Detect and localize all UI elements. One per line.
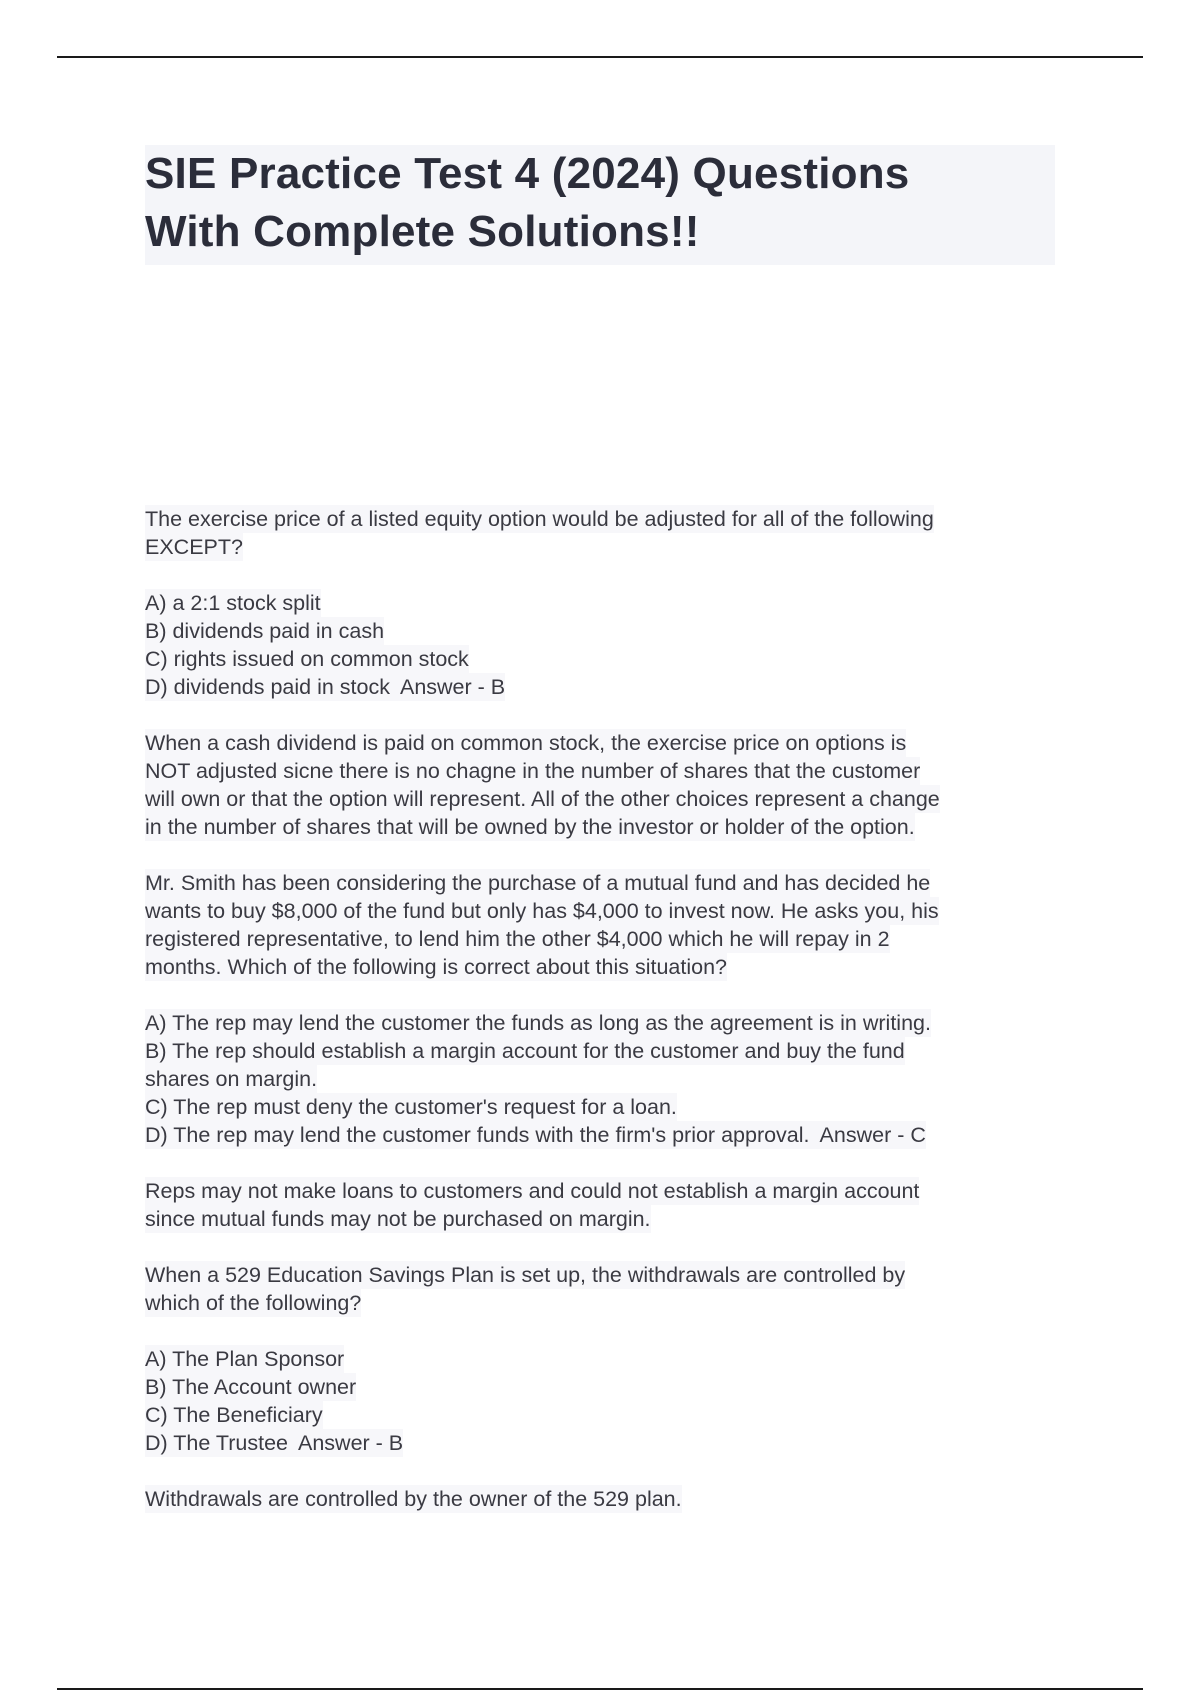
answer-label: Answer - B: [399, 675, 506, 699]
question-3-explanation: [145, 1485, 1055, 1513]
explanation-line: NOT adjusted sicne there is no chagne in the number of shares that the customer: [145, 759, 921, 783]
answer-label: Answer - B: [298, 1431, 404, 1455]
option-d: D) The Trustee: [145, 1431, 288, 1455]
document-body: [145, 505, 1055, 1541]
question-line: The exercise price of a listed equity option would be adjusted for all of the following: [145, 507, 934, 531]
explanation-line: will own or that the option will represent. All of the other choices represent a change: [145, 787, 940, 811]
explanation-line: Reps may not make loans to customers and could not establish a margin account: [145, 1179, 920, 1203]
option-d-with-answer: [145, 1429, 403, 1457]
document-title-block: [145, 145, 1055, 265]
option-c: C) The Beneficiary: [145, 1403, 323, 1427]
option-a: A) a 2:1 stock split: [145, 591, 321, 615]
question-3-text: [145, 1261, 1055, 1317]
option-b-continued: shares on margin.: [145, 1067, 318, 1091]
question-2-explanation: [145, 1177, 1055, 1233]
option-a: A) The rep may lend the customer the funds as long as the agreement is in writing.: [145, 1011, 931, 1035]
question-1-text: [145, 505, 1055, 561]
option-d: D) The rep may lend the customer funds with the firm's prior approval.: [145, 1123, 810, 1147]
question-line: When a 529 Education Savings Plan is set up, the withdrawals are controlled by: [145, 1263, 906, 1287]
document-title: [145, 145, 1055, 261]
option-c: C) The rep must deny the customer's request for a loan.: [145, 1095, 677, 1119]
question-3-options: [145, 1345, 1055, 1457]
question-2-text: [145, 869, 1055, 981]
option-a: A) The Plan Sponsor: [145, 1347, 345, 1371]
question-line: EXCEPT?: [145, 535, 243, 559]
option-b: B) dividends paid in cash: [145, 619, 385, 643]
option-b: B) The Account owner: [145, 1375, 357, 1399]
answer-label: Answer - C: [819, 1123, 926, 1147]
top-rule: [57, 56, 1143, 58]
option-b: B) The rep should establish a margin account for the customer and buy the fund: [145, 1039, 905, 1063]
question-line: registered representative, to lend him the other $4,000 which he will repay in 2: [145, 927, 890, 951]
explanation-line: since mutual funds may not be purchased on margin.: [145, 1207, 651, 1231]
bottom-rule: [57, 1688, 1143, 1690]
question-1-options: [145, 589, 1055, 701]
explanation-line: Withdrawals are controlled by the owner of the 529 plan.: [145, 1487, 682, 1511]
explanation-line: When a cash dividend is paid on common stock, the exercise price on options is: [145, 731, 907, 755]
option-c: C) rights issued on common stock: [145, 647, 469, 671]
question-line: which of the following?: [145, 1291, 362, 1315]
option-d-with-answer: [145, 1121, 926, 1149]
question-line: months. Which of the following is correct about this situation?: [145, 955, 727, 979]
title-line-2: With Complete Solutions!!: [145, 207, 700, 256]
option-d-with-answer: [145, 673, 505, 701]
question-line: wants to buy $8,000 of the fund but only has $4,000 to invest now. He asks you, his: [145, 899, 939, 923]
option-d: D) dividends paid in stock: [145, 675, 390, 699]
question-1-explanation: [145, 729, 1055, 841]
question-2-options: [145, 1009, 1055, 1149]
title-line-1: SIE Practice Test 4 (2024) Questions: [145, 149, 910, 198]
question-line: Mr. Smith has been considering the purchase of a mutual fund and has decided he: [145, 871, 931, 895]
explanation-line: in the number of shares that will be owned by the investor or holder of the option.: [145, 815, 915, 839]
